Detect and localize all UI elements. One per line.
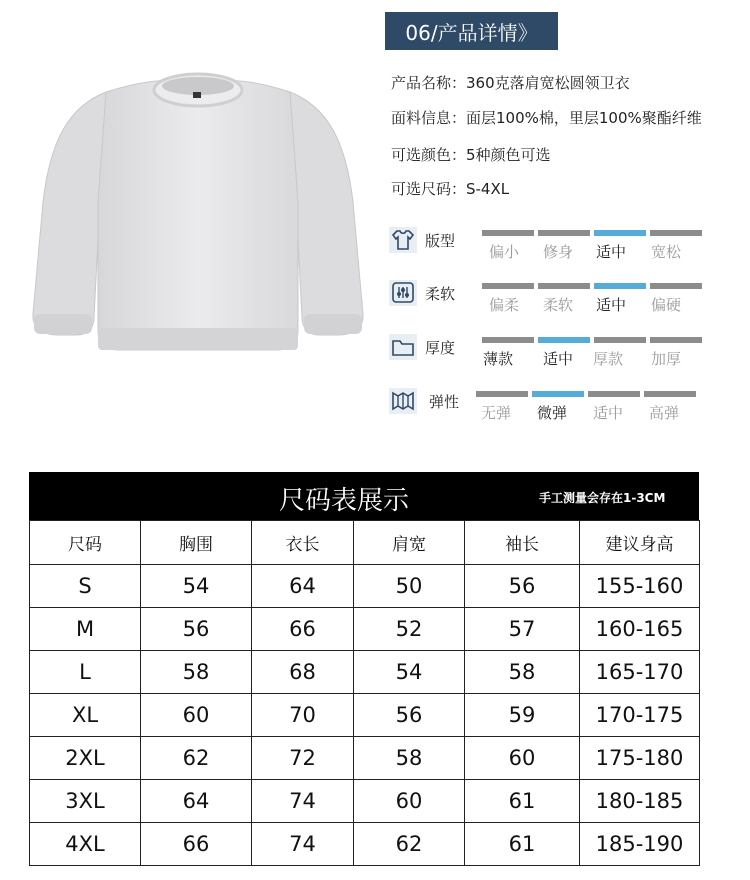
folder-icon <box>389 334 417 360</box>
table-cell: 64 <box>252 565 354 608</box>
rating-option-selected: 适中 <box>595 243 626 261</box>
rating-option: 高弹 <box>648 404 679 422</box>
table-cell: M <box>30 608 141 651</box>
size-chart-title: 尺码表展示 <box>279 486 410 516</box>
rating-segment <box>650 283 702 289</box>
rating-segment <box>588 391 640 397</box>
table-cell: 59 <box>465 694 580 737</box>
table-row <box>30 565 700 608</box>
table-cell: 58 <box>354 737 465 780</box>
rating-segment <box>476 391 528 397</box>
table-cell: 56 <box>465 565 580 608</box>
table-header-row <box>30 521 700 565</box>
rating-option: 柔软 <box>542 296 573 314</box>
color-options-line: 可选颜色：5种颜色可选 <box>391 146 551 164</box>
table-cell: 54 <box>141 565 252 608</box>
rating-option-selected: 微弹 <box>536 404 567 422</box>
table-cell: 52 <box>354 608 465 651</box>
rating-label: 厚度 <box>425 339 456 357</box>
table-cell: 62 <box>354 823 465 866</box>
rating-option: 修身 <box>542 243 573 261</box>
size-options-line: 可选尺码：S-4XL <box>391 180 510 198</box>
table-cell: 56 <box>141 608 252 651</box>
table-cell: 72 <box>252 737 354 780</box>
table-cell: 57 <box>465 608 580 651</box>
table-cell: 58 <box>141 651 252 694</box>
table-cell: 180-185 <box>580 780 700 823</box>
rating-segment <box>538 230 590 236</box>
table-cell: 60 <box>354 780 465 823</box>
table-cell: 4XL <box>30 823 141 866</box>
table-cell: 3XL <box>30 780 141 823</box>
table-row <box>30 737 700 780</box>
rating-option-selected: 适中 <box>595 296 626 314</box>
measurement-note: 手工测量会存在1-3CM <box>539 491 666 505</box>
book-icon <box>389 388 417 414</box>
table-cell: S <box>30 565 141 608</box>
table-cell: 50 <box>354 565 465 608</box>
size-table <box>29 520 700 866</box>
rating-segment <box>538 283 590 289</box>
section-tab-label: 06/产品详情》 <box>405 20 538 45</box>
table-cell: 165-170 <box>580 651 700 694</box>
table-row <box>30 651 700 694</box>
rating-option: 薄款 <box>482 350 513 368</box>
rating-segment <box>650 337 702 343</box>
rating-option: 厚款 <box>592 350 623 368</box>
table-cell: 60 <box>465 737 580 780</box>
rating-segment-selected <box>538 337 590 343</box>
table-cell: 58 <box>465 651 580 694</box>
table-cell: 2XL <box>30 737 141 780</box>
table-cell: 66 <box>252 608 354 651</box>
rating-option: 无弹 <box>480 404 511 422</box>
rating-option: 适中 <box>592 404 623 422</box>
rating-segment-selected <box>594 283 646 289</box>
table-cell: 61 <box>465 780 580 823</box>
header-cell: 袖长 <box>465 521 580 565</box>
table-cell: 160-165 <box>580 608 700 651</box>
table-row <box>30 823 700 866</box>
rating-label: 柔软 <box>425 285 456 303</box>
rating-segment-selected <box>532 391 584 397</box>
rating-option: 宽松 <box>650 243 681 261</box>
rating-row-fit <box>389 227 729 271</box>
table-cell: 68 <box>252 651 354 694</box>
product-name-line: 产品名称：360克落肩宽松圆领卫衣 <box>391 74 630 92</box>
rating-label: 弹性 <box>429 393 460 411</box>
section-tab-product-details <box>385 12 558 50</box>
rating-segment <box>650 230 702 236</box>
header-cell: 胸围 <box>141 521 252 565</box>
fabric-info-line: 面料信息：面层100%棉，里层100%聚酯纤维 <box>391 109 702 127</box>
rating-option-selected: 适中 <box>542 350 573 368</box>
header-cell: 衣长 <box>252 521 354 565</box>
table-cell: 56 <box>354 694 465 737</box>
table-cell: 175-180 <box>580 737 700 780</box>
table-cell: 155-160 <box>580 565 700 608</box>
header-cell: 尺码 <box>30 521 141 565</box>
table-row <box>30 780 700 823</box>
rating-segment <box>594 337 646 343</box>
rating-option: 偏硬 <box>650 296 681 314</box>
table-cell: 60 <box>141 694 252 737</box>
table-row <box>30 608 700 651</box>
table-cell: XL <box>30 694 141 737</box>
rating-segment <box>482 337 534 343</box>
table-cell: 54 <box>354 651 465 694</box>
rating-row-softness <box>389 280 729 324</box>
table-cell: 66 <box>141 823 252 866</box>
table-cell: 74 <box>252 823 354 866</box>
rating-label: 版型 <box>425 232 456 250</box>
rating-row-thickness <box>389 334 729 378</box>
table-cell: 64 <box>141 780 252 823</box>
table-cell: 74 <box>252 780 354 823</box>
sweatshirt-image <box>28 52 368 367</box>
table-cell: 170-175 <box>580 694 700 737</box>
table-cell: 185-190 <box>580 823 700 866</box>
rating-segment-selected <box>594 230 646 236</box>
rating-segment <box>482 283 534 289</box>
header-cell: 肩宽 <box>354 521 465 565</box>
table-cell: 70 <box>252 694 354 737</box>
size-chart-banner <box>29 472 699 520</box>
rating-option: 偏小 <box>488 243 519 261</box>
table-cell: 61 <box>465 823 580 866</box>
table-cell: 62 <box>141 737 252 780</box>
rating-option: 偏柔 <box>488 296 519 314</box>
header-cell: 建议身高 <box>580 521 700 565</box>
softness-icon <box>389 280 417 306</box>
rating-segment <box>644 391 696 397</box>
table-cell: L <box>30 651 141 694</box>
table-row <box>30 694 700 737</box>
rating-row-elasticity <box>389 388 729 432</box>
rating-option: 加厚 <box>650 350 681 368</box>
rating-segment <box>482 230 534 236</box>
shirt-icon <box>389 227 417 253</box>
